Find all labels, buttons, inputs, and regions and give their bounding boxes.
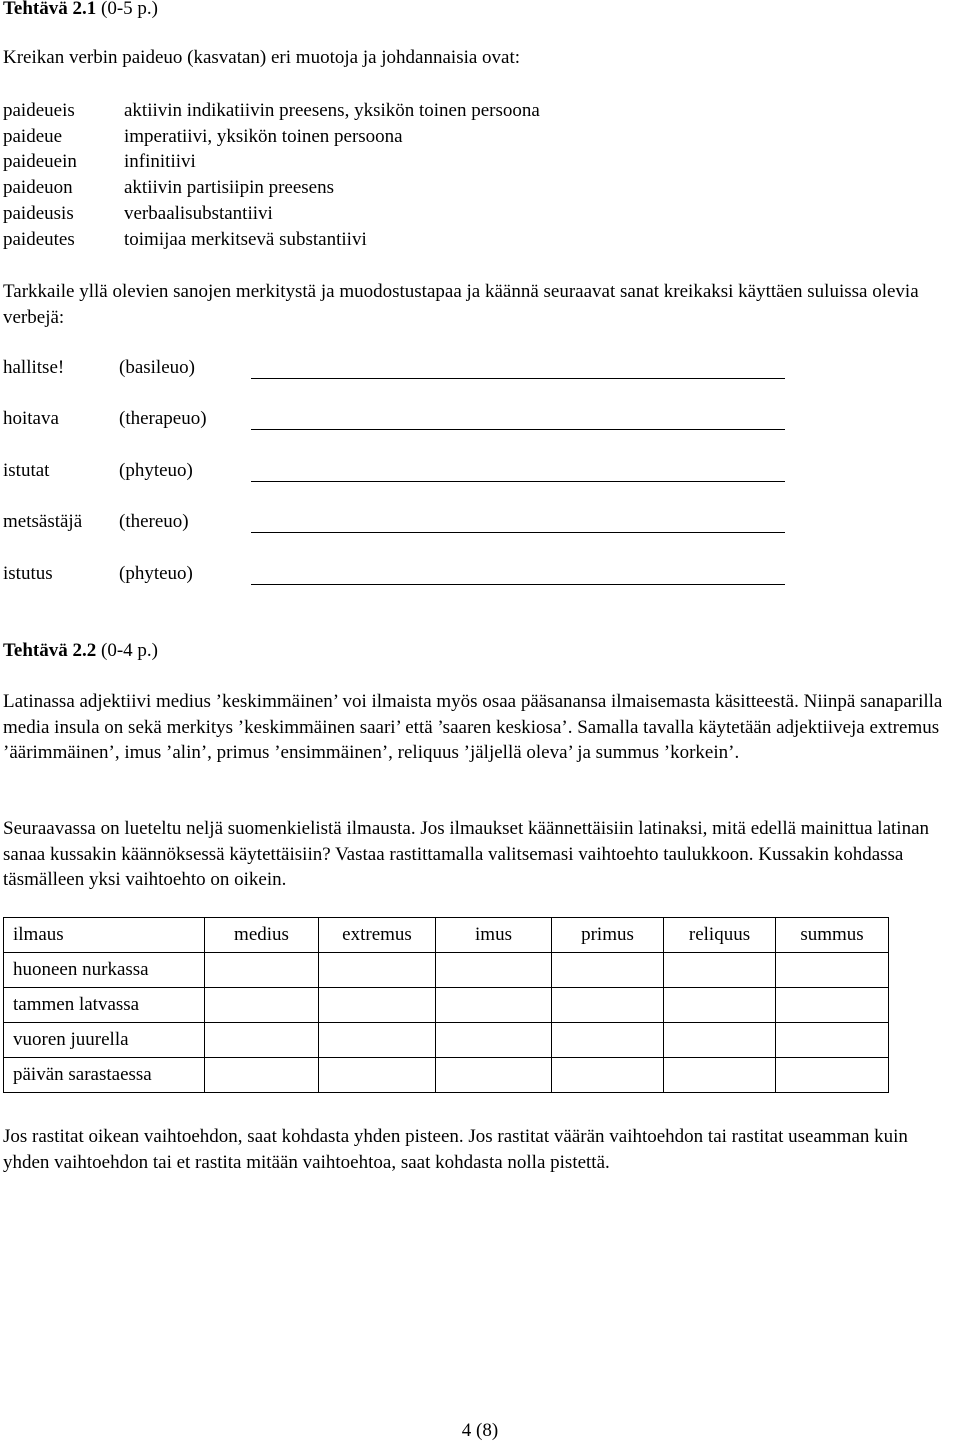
verb-form-desc: imperatiivi, yksikön toinen persoona — [124, 126, 403, 147]
header-ilmaus: ilmaus — [4, 918, 205, 953]
answer-cell[interactable] — [319, 953, 436, 988]
exercise-finnish: istutus — [3, 563, 53, 584]
answer-cell[interactable] — [205, 953, 319, 988]
scoring-note: Jos rastitat oikean vaihtoehdon, saat kohdasta yhden pisteen. Jos rastitat väärän vaihtoehdon tai rastitat useamman kuin yhden vaihtoehdon tai et rastita mitään vaihtoehtoa, saat kohdasta nolla pistettä. — [3, 1126, 908, 1173]
task-2-2-title-text: Tehtävä 2.2 — [3, 640, 97, 661]
header-extremus: extremus — [319, 918, 436, 953]
task-2-1-instruction: Tarkkaile yllä olevien sanojen merkitystä ja muodostustapaa ja käännä seuraavat sanat kreikaksi käyttäen suluissa olevia verbejä: — [3, 281, 919, 328]
answer-cell[interactable] — [776, 1023, 889, 1058]
answer-cell[interactable] — [776, 1058, 889, 1093]
task-2-1-points: (0-5 p.) — [101, 0, 158, 19]
exercise-row — [3, 458, 803, 484]
answer-cell[interactable] — [205, 1058, 319, 1093]
verb-form-term: paideue — [3, 126, 63, 147]
answer-cell[interactable] — [205, 988, 319, 1023]
table-row — [4, 1023, 889, 1058]
task-2-2-title — [3, 638, 158, 664]
answer-cell[interactable] — [552, 1023, 664, 1058]
verb-form-term: paideuein — [3, 151, 77, 172]
answer-cell[interactable] — [664, 988, 776, 1023]
header-summus: summus — [776, 918, 889, 953]
table-header-row — [4, 918, 889, 953]
exercise-verb: (phyteuo) — [119, 460, 193, 481]
exercise-verb: (basileuo) — [119, 357, 195, 378]
answer-cell[interactable] — [552, 953, 664, 988]
answer-cell[interactable] — [552, 1058, 664, 1093]
exercise-finnish: hallitse! — [3, 357, 65, 378]
answer-cell[interactable] — [776, 988, 889, 1023]
exercise-verb: (therapeuo) — [119, 408, 207, 429]
answer-cell[interactable] — [664, 1023, 776, 1058]
verb-form-term: paideutes — [3, 229, 75, 250]
answer-line[interactable] — [251, 532, 785, 533]
answer-cell[interactable] — [319, 1058, 436, 1093]
verb-form-desc: infinitiivi — [124, 151, 196, 172]
row-expression: päivän sarastaessa — [4, 1058, 205, 1093]
answer-cell[interactable] — [664, 1058, 776, 1093]
table-row — [4, 1058, 889, 1093]
answer-cell[interactable] — [319, 988, 436, 1023]
header-primus: primus — [552, 918, 664, 953]
page-number: 4 (8) — [461, 1420, 499, 1441]
exercise-finnish: metsästäjä — [3, 511, 83, 532]
exercise-row — [3, 355, 803, 381]
header-imus: imus — [436, 918, 552, 953]
task-2-1-intro: Kreikan verbin paideuo (kasvatan) eri muotoja ja johdannaisia ovat: — [3, 47, 521, 68]
exercise-verb: (thereuo) — [119, 511, 189, 532]
exercise-row — [3, 509, 803, 535]
answer-cell[interactable] — [552, 988, 664, 1023]
task-2-2-paragraph-2: Seuraavassa on lueteltu neljä suomenkielistä ilmausta. Jos ilmaukset käännettäisiin latinaksi, mitä edellä mainittua latinan sanaa kussakin käännöksessä käytettäisiin? Vastaa rastittamalla valitsemasi vaihtoehto taulukkoon. Kussakin kohdassa täsmälleen yksi vaihtoehto on oikein. — [3, 818, 930, 891]
verb-form-desc: verbaalisubstantiivi — [124, 203, 273, 224]
task-2-1-title-text: Tehtävä 2.1 — [3, 0, 97, 19]
row-expression: vuoren juurella — [4, 1023, 205, 1058]
exercise-verb: (phyteuo) — [119, 563, 193, 584]
row-expression: tammen latvassa — [4, 988, 205, 1023]
answer-cell[interactable] — [436, 988, 552, 1023]
answer-line[interactable] — [251, 429, 785, 430]
answer-cell[interactable] — [436, 953, 552, 988]
verb-form-term: paideusis — [3, 203, 74, 224]
verb-form-desc: aktiivin partisiipin preesens — [124, 177, 335, 198]
task-2-2-paragraph-1: Latinassa adjektiivi medius ’keskimmäinen’ voi ilmaista myös osaa pääsanansa ilmaisemasta käsitteestä. Niinpä sanaparilla media insula on sekä merkitys ’keskimmäinen saari’ että ’saaren keskiosa’. Samalla tavalla käytetään adjektiiveja extremus ’äärimmäinen’, imus ’alin’, primus ’ensimmäinen’, reliquus ’jäljellä oleva’ ja summus ’korkein’. — [3, 691, 943, 764]
answer-cell[interactable] — [436, 1023, 552, 1058]
table-row — [4, 953, 889, 988]
verb-form-term: paideueis — [3, 100, 75, 121]
verb-form-desc: toimijaa merkitsevä substantiivi — [124, 229, 367, 250]
table-row — [4, 988, 889, 1023]
answer-cell[interactable] — [436, 1058, 552, 1093]
answer-cell[interactable] — [664, 953, 776, 988]
exercise-finnish: hoitava — [3, 408, 59, 429]
header-reliquus: reliquus — [664, 918, 776, 953]
answer-line[interactable] — [251, 378, 785, 379]
task-2-2-points: (0-4 p.) — [101, 640, 158, 661]
answer-line[interactable] — [251, 584, 785, 585]
answer-line[interactable] — [251, 481, 785, 482]
exercise-row — [3, 561, 803, 587]
verb-form-desc: aktiivin indikatiivin preesens, yksikön toinen persoona — [124, 100, 540, 121]
exercise-finnish: istutat — [3, 460, 50, 481]
exercise-row — [3, 406, 803, 432]
row-expression: huoneen nurkassa — [4, 953, 205, 988]
verb-form-term: paideuon — [3, 177, 73, 198]
answer-cell[interactable] — [319, 1023, 436, 1058]
answer-table — [3, 917, 889, 1093]
answer-cell[interactable] — [205, 1023, 319, 1058]
task-2-1-title — [3, 0, 158, 22]
header-medius: medius — [205, 918, 319, 953]
answer-cell[interactable] — [776, 953, 889, 988]
